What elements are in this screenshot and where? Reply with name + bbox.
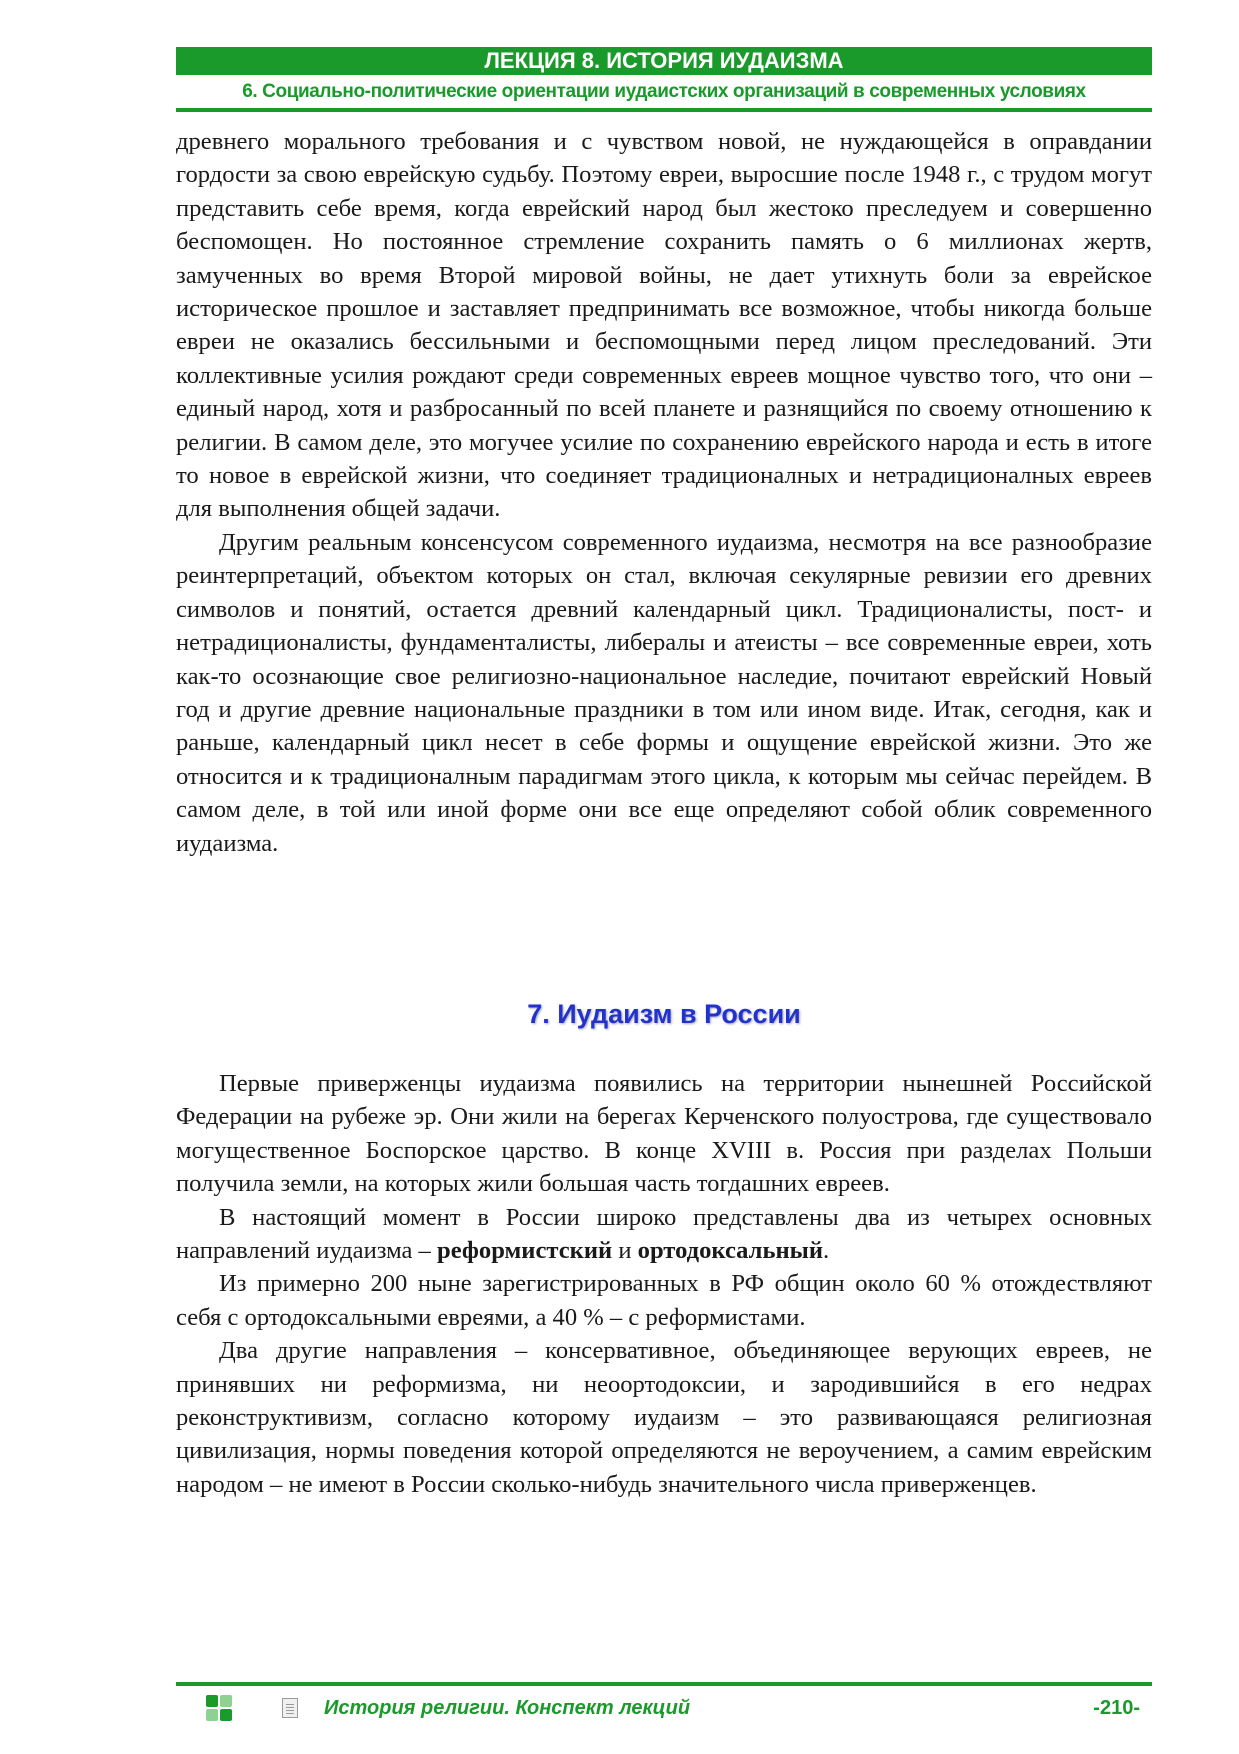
section-7-heading: 7. Иудаизм в России: [527, 999, 801, 1029]
body-paragraph: древнего морального требования и с чувством новой, не нуждающейся в оправдании гордости за свою еврейскую судьбу. Поэтому евреи, выросшие после 1948 г., с трудом могут представить себе время, когда еврейский народ был жестоко преследуем и совершенно беспомощен. Но постоянное стремление сохранить память о 6 миллионах жертв, замученных во время Второй мировой войны, не дает утихнуть боли за еврейское историческое прошлое и заставляет предпринимать все возможное, чтобы никогда больше евреи не оказались бессильными и беспомощными перед лицом преследований. Эти коллективные усилия рождают среди современных евреев мощное чувство того, что они – единый народ, хотя и разбросанный по всей планете и разнящийся по своему отношению к религии. В самом деле, это могучее усилие по сохранению еврейского народа и есть в итоге то новое в еврейской жизни, что соединяет традиционалных и нетрадиционалных евреев для выполнения общей задачи.: [176, 128, 1152, 523]
text-run: В настоящий момент в России широко представлены два из четырех основных направлений иудаизма –: [176, 1203, 1152, 1265]
body-paragraph: Из примерно 200 ныне зарегистрированных в РФ общин около 60 % отождествляют себя с ортодоксальными евреями, а 40 % – с реформистами.: [176, 1270, 1152, 1331]
bold-term-reform: реформистский: [437, 1237, 613, 1265]
body-paragraph: Первые приверженцы иудаизма появились на территории нынешней Российской Федерации на рубеже эр. Они жили на берегах Керченского полуострова, где существовало могущественное Боспорское царство. В конце XVIII в. Россия при разделах Польши получила земли, на которых жили большая часть тогдашних евреев.: [176, 1070, 1152, 1198]
text-run: .: [823, 1237, 830, 1265]
footer-book-title: История религии. Конспект лекций: [324, 1697, 691, 1719]
section-6-text: [176, 125, 1152, 860]
body-paragraph: Два другие направления – консервативное, объединяющее верующих евреев, не принявших ни реформизма, ни неоортодоксии, и зародившийся в его недрах реконструктивизм, согласно которому иудаизм – это развивающаяся религиозная цивилизация, нормы поведения которой определяются не вероучением, а самим еврейским народом – не имеют в России сколько-нибудь значительного числа приверженцев.: [176, 1337, 1152, 1498]
lecture-title-bar: ЛЕКЦИЯ 8. ИСТОРИЯ ИУДАИЗМА: [176, 47, 1152, 75]
document-icon: [282, 1698, 298, 1718]
footer-divider: [176, 1682, 1152, 1686]
body-paragraph: Другим реальным консенсусом современного иудаизма, несмотря на все разнообразие реинтерпретаций, объектом которых он стал, включая секулярные ревизии его древних символов и понятий, остается древний календарный цикл. Традиционалисты, пост- и нетрадиционалисты, фундаменталисты, либералы и атеисты – все современные евреи, хоть как-то осознающие свое религиозно-национальное наследие, почитают еврейский Новый год и другие древние национальные праздники в том или ином виде. Итак, сегодня, как и раньше, календарный цикл несет в себе формы и ощущение еврейской жизни. Это же относится и к традиционалным парадигмам этого цикла, к которым мы сейчас перейдем. В самом деле, в той или иной форме они все еще определяют собой облик современного иудаизма.: [176, 528, 1152, 857]
page-number: -210-: [1093, 1697, 1140, 1719]
text-run: и: [612, 1237, 638, 1265]
page-footer: [176, 1692, 1152, 1728]
section-subtitle: 6. Социально-политические ориентации иудаистских организаций в современных условиях: [242, 81, 1086, 102]
green-grid-logo-icon: [206, 1695, 232, 1721]
section-7-text: [176, 1067, 1152, 1501]
header-divider: [176, 108, 1152, 112]
body-paragraph-directions: [176, 1201, 1152, 1268]
bold-term-orthodox: ортодоксальный: [637, 1237, 824, 1265]
